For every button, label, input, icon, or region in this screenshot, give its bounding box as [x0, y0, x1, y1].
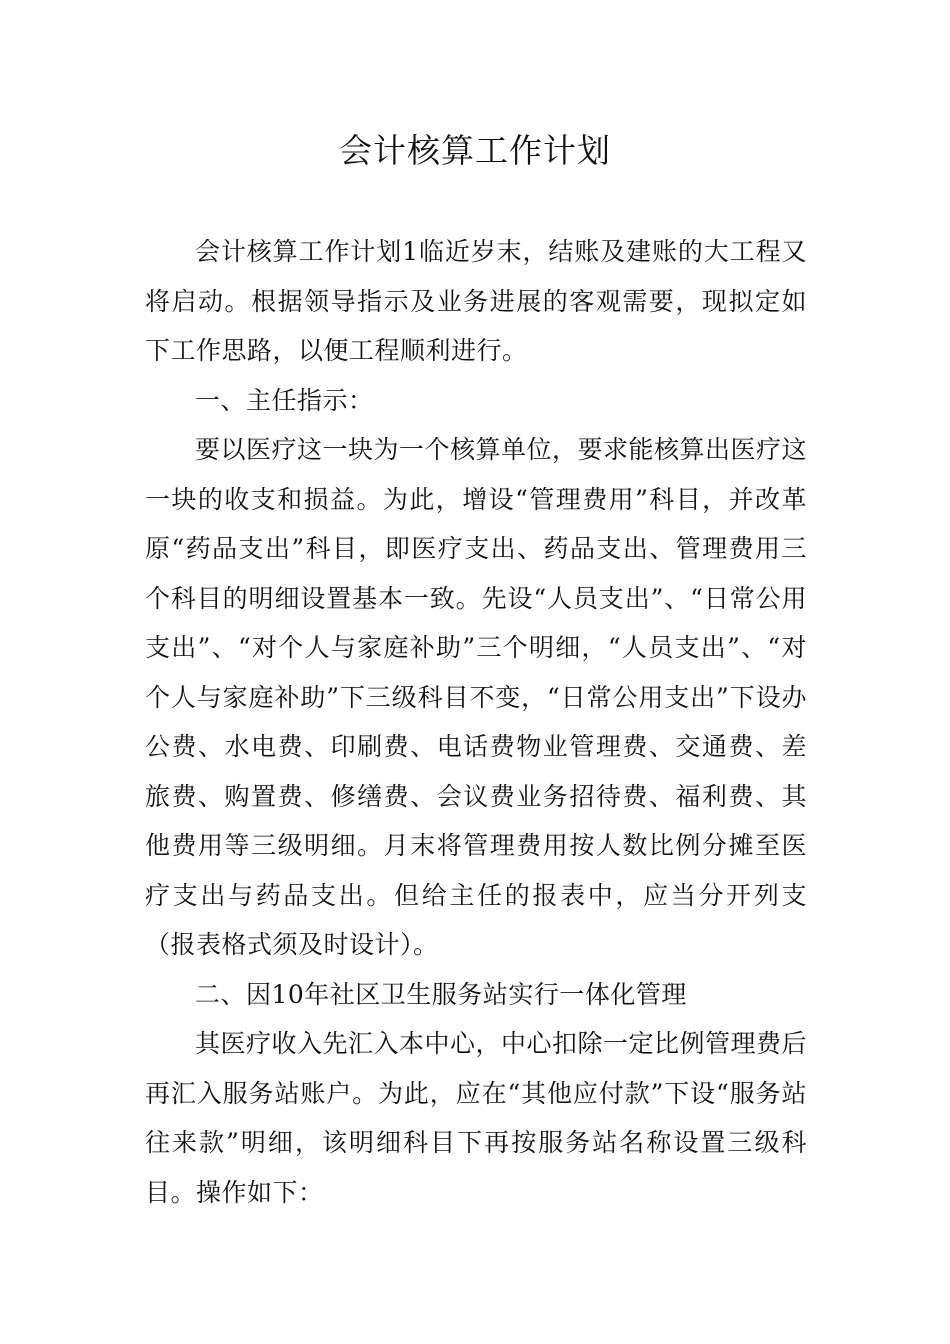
section-1-paragraph: 要以医疗这一块为一个核算单位，要求能核算出医疗这一块的收支和损益。为此，增设“管理费用”科目，并改革原“药品支出”科目，即医疗支出、药品支出、管理费用三个科目的明细设置基本一致。先设“人员支出”、“日常公用支出”、“对个人与家庭补助”三个明细，“人员支出”、“对个人与家庭补助”下三级科目不变，“日常公用支出”下设办公费、水电费、印刷费、电话费物业管理费、交通费、差旅费、购置费、修缮费、会议费业务招待费、福利费、其他费用等三级明细。月末将管理费用按人数比例分摊至医疗支出与药品支出。但给主任的报表中，应当分开列支（报表格式须及时设计）。 — [145, 435, 808, 959]
document-title: 会计核算工作计划 — [339, 131, 611, 170]
document-body — [145, 227, 807, 1217]
section-2-paragraph: 其医疗收入先汇入本中心，中心扣除一定比例管理费后再汇入服务站账户。为此，应在“其他应付款”下设“服务站往来款”明细，该明细科目下再按服务站名称设置三级科目。操作如下： — [145, 1029, 808, 1207]
section-heading-2: 二、因10年社区卫生服务站实行一体化管理 — [195, 979, 687, 1009]
section-heading-1: 一、主任指示： — [195, 385, 374, 415]
intro-paragraph: 会计核算工作计划1临近岁末，结账及建账的大工程又将启动。根据领导指示及业务进展的客观需要，现拟定如下工作思路，以便工程顺利进行。 — [145, 237, 807, 365]
